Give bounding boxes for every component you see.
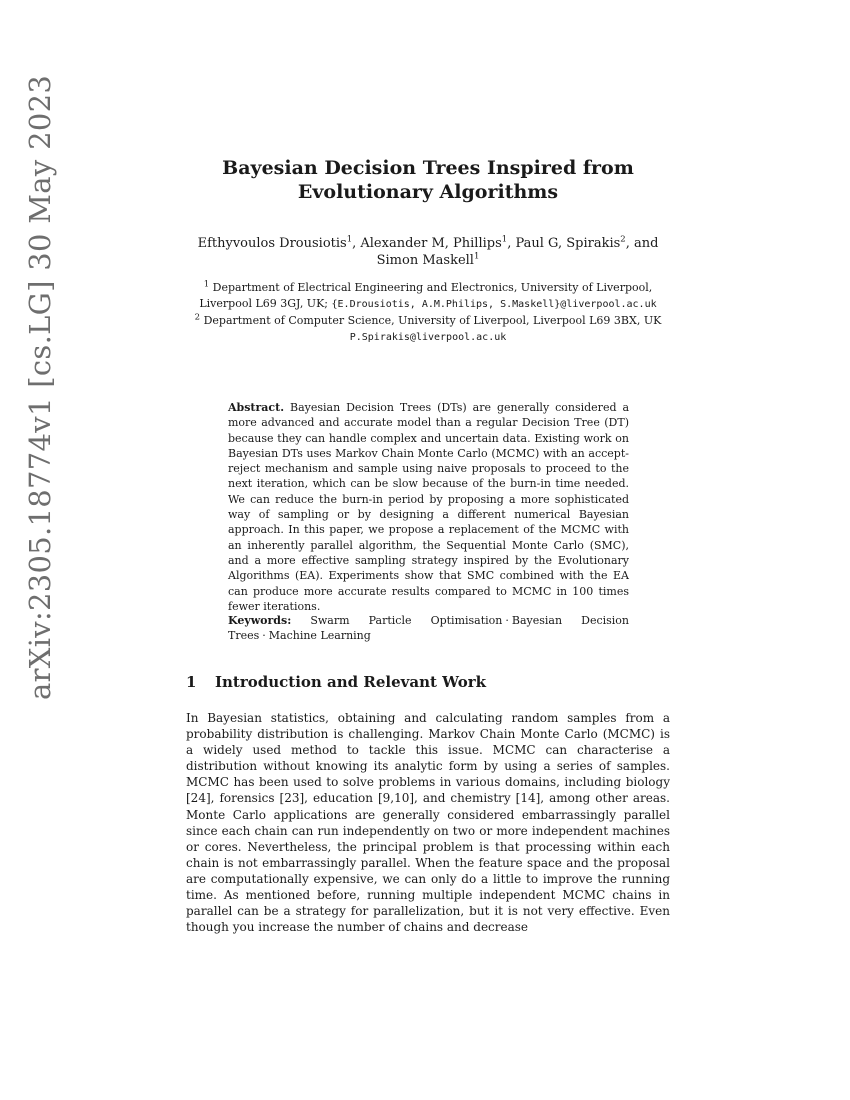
keyword-item: Swarm Particle Optimisation bbox=[310, 614, 503, 627]
affiliation-email[interactable]: {E.Drousiotis, A.M.Philips, S.Maskell}@liverpool.ac.uk bbox=[331, 299, 657, 310]
affiliation-mark: 2 bbox=[194, 312, 201, 323]
section-title: Introduction and Relevant Work bbox=[215, 673, 487, 691]
keywords bbox=[228, 613, 629, 644]
intro-paragraph: In Bayesian statistics, obtaining and calculating random samples from a probability distribution is challenging. Markov Chain Monte Carlo (MCMC) is a widely used method to tackle this issue. MCMC can characterise a distribution without knowing its analytic form by using a series of samples. MCMC has been used to solve problems in various domains, including biology [24], forensics [23], education [9,10], and chemistry [14], among other areas. Monte Carlo applications are generally considered embarrassingly parallel since each chain can run independently on two or more independent machines or cores. Nevertheless, the principal problem is that processing within each chain is not embarrassingly parallel. When the feature space and the proposal are computationally expensive, we can only do a little to improve the running time. As mentioned before, running multiple independent MCMC chains in parallel can be a strategy for parallelization, but it is not very effective. Even though you increase the number of chains and decrease bbox=[186, 711, 670, 935]
author-separator: , bbox=[507, 236, 516, 251]
keyword-item: Bayesian Decision Trees bbox=[228, 614, 630, 643]
author-separator: , bbox=[352, 236, 361, 251]
affiliation-email[interactable]: P.Spirakis@liverpool.ac.uk bbox=[349, 332, 507, 343]
section-number: 1 bbox=[186, 673, 197, 691]
author-name: Efthyvoulos Drousiotis bbox=[197, 236, 347, 251]
abstract-label: Abstract. bbox=[228, 401, 285, 414]
keyword-separator: · bbox=[262, 629, 266, 643]
author-separator: , and bbox=[625, 236, 659, 251]
affiliation-text: Department of Computer Science, University of Liverpool, Liverpool L69 3BX, UK bbox=[203, 314, 662, 327]
author-name: Paul G, Spirakis bbox=[515, 236, 621, 251]
author-affiliation-mark: 1 bbox=[346, 234, 353, 245]
paper-title-line-2: Evolutionary Algorithms bbox=[297, 181, 559, 203]
keyword-separator: · bbox=[505, 614, 509, 627]
affiliation-list bbox=[186, 280, 670, 346]
arxiv-identifier-stamp: arXiv:2305.18774v1 [cs.LG] 30 May 2023 bbox=[23, 74, 57, 700]
affiliation-2 bbox=[186, 313, 670, 346]
affiliation-mark: 1 bbox=[203, 279, 210, 290]
author-affiliation-mark: 1 bbox=[501, 234, 508, 245]
paper-title-line-1: Bayesian Decision Trees Inspired from bbox=[222, 157, 634, 179]
author-name: Simon Maskell bbox=[376, 253, 474, 268]
affiliation-text: Department of Electrical Engineering and Electronics, University of Liverpool, Liverpool L69 3GJ, UK; bbox=[199, 281, 653, 310]
author-name: Alexander M, Phillips bbox=[360, 236, 502, 251]
keywords-label: Keywords: bbox=[228, 614, 292, 627]
abstract-text: Bayesian Decision Trees (DTs) are generally considered a more advanced and accurate model than a regular Decision Tree (DT) because they can handle complex and uncertain data. Existing work on Bayesian DTs uses Markov Chain Monte Carlo (MCMC) with an accept-reject mechanism and sample using naive proposals to proceed to the next iteration, which can be slow because of the burn-in time needed. We can reduce the burn-in period by proposing a more sophisticated way of sampling or by designing a different numerical Bayesian approach. In this paper, we propose a replacement of the MCMC with an inherently parallel algorithm, the Sequential Monte Carlo (SMC), and a more effective sampling strategy inspired by the Evolutionary Algorithms (EA). Experiments show that SMC combined with the EA can produce more accurate results compared to MCMC in 100 times fewer iterations. bbox=[228, 401, 629, 613]
affiliation-1 bbox=[186, 280, 670, 313]
author-affiliation-mark: 1 bbox=[473, 251, 480, 262]
author-list bbox=[186, 235, 670, 269]
paper-title bbox=[186, 156, 670, 204]
keyword-item: Machine Learning bbox=[268, 629, 371, 643]
section-heading bbox=[186, 672, 670, 692]
author-affiliation-mark: 2 bbox=[620, 234, 626, 245]
abstract bbox=[228, 400, 629, 614]
